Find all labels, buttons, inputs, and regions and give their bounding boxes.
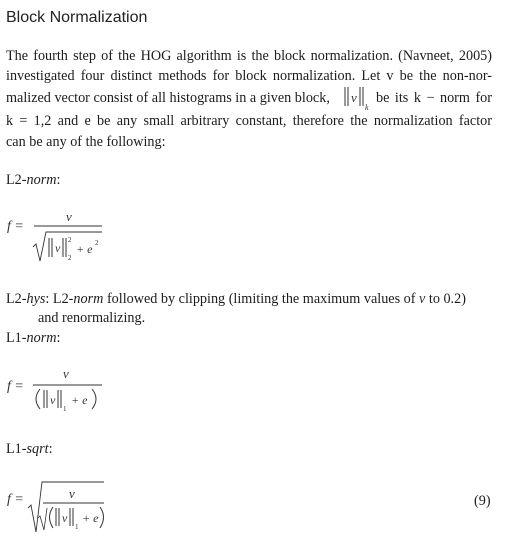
l2-hys-name: hys [26,291,46,307]
eq-l1norm-numerator: v [63,366,69,381]
paragraph-line-5: can be any of the following: [6,134,166,150]
eq-l1norm-subscript: 1 [63,405,67,413]
l1-norm-label [6,330,60,347]
equation-l2-norm [6,200,126,270]
l1-norm-name: norm [26,330,57,346]
l1-sqrt-prefix: L1- [6,441,27,457]
eq-l1sqrt-numerator: v [69,486,75,501]
eq-l1sqrt-right-paren [100,507,104,528]
eq-l2-numerator: v [66,209,72,224]
paragraph-line-4 [6,113,492,130]
l2-hys-line-2: and renormalizing. [38,310,146,326]
eq-l1sqrt-subscript: 1 [75,523,79,531]
eq-l2-var: v [55,241,61,255]
eq-l1norm-lhs: f = [7,379,24,394]
paragraph-line-1-text: The fourth step of the HOG algorithm is the block normalization. (Navneet, 2005) [6,48,492,64]
paragraph-line-4-text: k = 1,2 and e be any small arbitrary constant, therefore the normalization factor [6,113,492,129]
eq-l1norm-left-paren [36,389,40,409]
l2-norm-name: norm [26,172,57,188]
section-title: Block Normalization [6,9,148,26]
eq-l1norm-add: + e [71,393,88,407]
l2-hys-text-c: followed by clipping (limiting the maximum values of [103,291,420,307]
l1-norm-suffix: : [56,330,61,346]
eq-l1sqrt-inner-radical [38,508,47,530]
paragraph-line-3-end-text: be its k − norm for [376,90,492,106]
eq-l1norm-right-paren [92,389,96,409]
l1-sqrt-suffix: : [48,441,53,457]
paragraph-line-2-text: investigated four distinct methods for block normalization. Let v be the non-nor- [6,68,492,84]
l2-hys-var: v [419,291,426,307]
l2-hys-text-d: to 0.2) [425,291,466,307]
equation-l1-sqrt [6,470,136,538]
norm-k-var: v [351,90,357,105]
paragraph-line-3 [6,90,330,107]
l2-norm-prefix: L2- [6,172,27,188]
l1-norm-prefix: L1- [6,330,27,346]
l2-hys-line-1 [6,291,466,308]
equation-number: (9) [474,493,491,509]
eq-l1sqrt-left-paren [50,507,54,528]
eq-l1sqrt-add: + e [82,511,99,525]
eq-l2-subscript: 2 [68,254,72,262]
l2-norm-suffix: : [56,172,61,188]
paragraph-line-1 [6,48,492,65]
eq-l1sqrt-lhs: f = [7,492,24,507]
eq-l2-add: + e [76,242,93,256]
l2-hys-text-b: norm [73,291,104,307]
l2-hys-text-a: L2- [52,291,74,307]
eq-l2-lhs: f = [7,219,24,234]
l1-sqrt-label [6,441,53,458]
eq-l1norm-var: v [50,393,56,407]
l2-hys-prefix: L2- [6,291,27,307]
eq-l2-e-power: 2 [95,239,99,247]
eq-l1sqrt-var: v [62,511,68,525]
l2-norm-label [6,172,60,189]
equation-l1-norm [6,360,126,420]
norm-k-symbol [342,84,372,112]
norm-k-subscript: k [365,103,369,112]
eq-l2-power: 2 [68,236,72,244]
paragraph-line-3-end [376,90,492,107]
l1-sqrt-name: sqrt [26,441,49,457]
l2-hys-sep: : [45,291,53,307]
paragraph-line-3-start: malized vector consist of all histograms in a given block, [6,90,330,106]
paragraph-line-2 [6,68,492,85]
